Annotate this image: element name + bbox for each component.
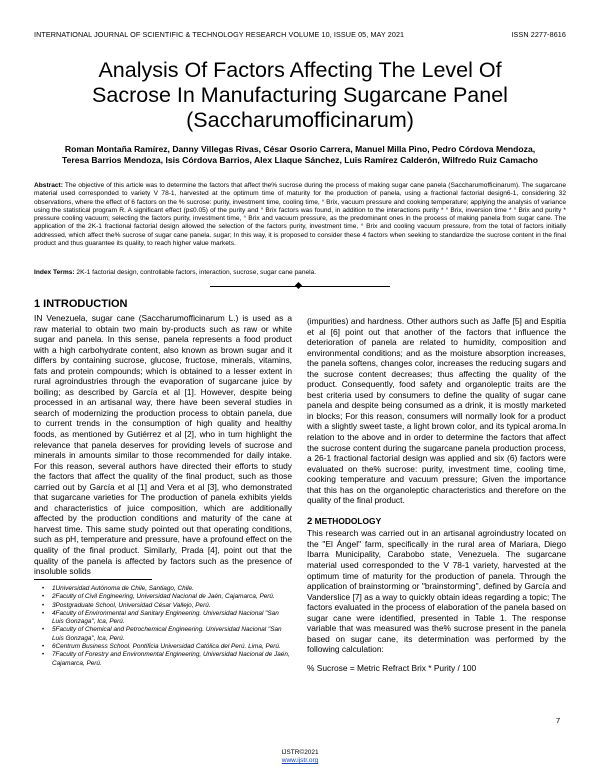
- footnote-text: 3Postgraduate School, Universidad César Vallejo, Perú.: [52, 601, 211, 609]
- methodology-text: This research was carried out in an artisanal agroindustry located on the "El Ángel" farm, specifically in the rural area of Mariara, Diego Ibarra Municipality, Carabobo state, Venezuela. The sugarcane material used corresponded to the V 78-1 variety, harvested at the optimum time of maturity for the production of panela. Through the application of brainstorming or "brainstorming", defined by García and Vanderslice [7] as a way to quickly obtain ideas regarding a topic; The factors evaluated in the process of elaboration of the panela based on sugar cane were identified, presented in Table 1. The response variable that was measured was the% sucrose present in the panela based on sugar cane, its determination was performed by the following calculation:: [307, 528, 566, 655]
- section-divider: [210, 282, 390, 290]
- sucrose-formula: % Sucrose = Metric Refract Brix * Purity / 100: [307, 662, 477, 673]
- title-line: (Saccharumofficinarum): [186, 108, 414, 132]
- abstract: [34, 182, 566, 248]
- page-footer: [0, 749, 600, 765]
- affiliation-footnotes: [34, 579, 292, 668]
- abstract-label: Abstract:: [34, 182, 63, 189]
- abstract-text: The objective of this article was to determine the factors that affect the% sucrose during the process of making sugar cane panela (Saccharumofficinarum). The sugarcane material used corresponded to variety V 78-1, harvested at the optimum time of maturity for the production of panela, using a fractional factorial design6-1, considering 32 observations, where the effect of 6 factors on the % sucrose: purity, investment time, cooling time, ° Brix, vacuum pressure and cooking temperature; applying the analysis of variance using the statistical program R. A significant effect (p≤0.05) of the purity and ° Brix factors was found, in addition to the interactions purity * ° Brix, inversion time * ° Brix and purity * pressure cooling vacuum; selecting the factors purity, investment time, ° Brix and vacuum pressure, as the predominant ones in the process of making panela from sugar cane. The application of the 2K-1 fractional factorial design allowed the selection of the factors purity, investment time, ° Brix and cooling vacuum pressure, from the total of factors initially addressed, which affect the% sucrose of sugar cane panela. sugar; In this way, it is proposed to consider these 4 factors when seeking to standardize the sucrose content in the final product and thus guarantee its quality, to reach higher value markets.: [34, 182, 566, 248]
- footnote-item: [34, 651, 292, 668]
- introduction-heading: 1 INTRODUCTION: [34, 298, 128, 310]
- footnote-text: 7Faculty of Forestry and Environmental Engineering, Universidad Nacional de Jaén, Cajamarca, Perú.: [52, 651, 290, 667]
- right-column: [307, 316, 566, 674]
- bullet-icon: •: [42, 644, 45, 651]
- footnote-text: 5Faculty of Chemical and Petrochemical Engineering. Universidad Nacional "San Luis Gonzaga", Ica, Perú.: [52, 626, 282, 642]
- left-column: [34, 298, 292, 577]
- bullet-icon: •: [42, 652, 45, 659]
- title-line: Sacrose In Manufacturing Sugarcane Panel: [92, 83, 508, 107]
- page-number: 7: [556, 716, 561, 725]
- bullet-icon: •: [42, 602, 45, 609]
- footnote-text: 4Faculty of Environmental and Sanitary Engineering. Universidad Nacional "San Luis Gonzaga", Ica, Perú.: [52, 609, 279, 626]
- footnote-item: [34, 585, 292, 593]
- footnote-item: [34, 602, 292, 610]
- footnote-item: [34, 593, 292, 601]
- bullet-icon: •: [42, 610, 45, 617]
- section-number: 2: [307, 515, 313, 527]
- footnote-item: [34, 610, 292, 627]
- index-terms: [34, 269, 566, 277]
- footnote-rule: [34, 579, 152, 580]
- journal-name: INTERNATIONAL JOURNAL OF SCIENTIFIC & TECHNOLOGY RESEARCH VOLUME 10, ISSUE 05, MAY 2021: [34, 30, 405, 39]
- copyright: IJSTR©2021: [281, 749, 319, 756]
- author-line: Roman Montaña Ramírez, Danny Villegas Rivas, César Osorio Carrera, Manuel Milla Pino, Pedro Córdova Mendoza,: [64, 144, 536, 154]
- index-terms-text: 2K-1 factorial design, controllable factors, interaction, sucrose, sugar cane panela.: [76, 269, 317, 276]
- methodology-heading: [307, 516, 566, 528]
- footnote-text: 1Universidad Autónoma de Chile, Santiago, Chile.: [52, 585, 194, 592]
- bullet-icon: •: [42, 594, 45, 601]
- issn: ISSN 2277-8616: [511, 30, 566, 39]
- introduction-text: IN Venezuela, sugar cane (Saccharumofficinarum L.) is used as a raw material to obtain two main by-products such as raw or white sugar and panela. In this sense, panela represents a food product with a high carbohydrate content, also known as brown sugar and it differs by containing sucrose, glucose, fructose, minerals, vitamins, fats and protein compounds; which is obtained to a lesser extent in rural agroindustries through the evaporation of sugarcane juice by boiling; as described by García et al [1]. However, despite being processed in an artisanal way, there have been several studies in search of modernizing the production process to obtain panela, due to current trends in the consumption of high quality and healthy foods, as mentioned by Gutiérrez et al [2], who in turn highlight the relevance that panela deserves for providing levels of sucrose and minerals in amounts similar to those recommended for daily intake. For this reason, several authors have directed their efforts to study the factors that affect the quality of the final product, such as those carried out by García et al [1] and Vera et al [3], who demonstrated that sugarcane varieties for The production of panela exhibits yields and characteristics of juice composition, which are additionally affected by the production conditions and maturity of the cane at harvest time. This same study pointed out that operating conditions, such as pH, temperature and pressure, have a profound effect on the quality of the final product. Similarly, Prada [4], point out that the quality of the panela is affected by factors such as the presence of insoluble solids: [34, 313, 292, 577]
- footnote-list: [34, 585, 292, 668]
- author-line: Teresa Barrios Mendoza, Isis Córdova Barrios, Alex Llaque Sánchez, Luis Ramírez Calderón, Wilfredo Ruiz Camacho: [61, 155, 539, 165]
- diamond-icon: [295, 282, 302, 289]
- bullet-icon: •: [42, 586, 45, 592]
- author-list: [30, 144, 570, 166]
- footnote-item: [34, 626, 292, 643]
- footnote-text: 6Centrum Business School. Pontificia Universidad Católica del Perú. Lima, Perú.: [52, 643, 281, 651]
- paper-title: [40, 58, 560, 133]
- title-line: Analysis Of Factors Affecting The Level Of: [98, 58, 502, 82]
- methodology-title: METHODOLOGY: [314, 515, 382, 526]
- journal-url-link[interactable]: www.ijstr.org: [281, 757, 319, 764]
- introduction-continued-text: (impurities) and hardness. Other authors such as Jaffe [5] and Espitia et al [6] point out that another of the factors that influence the deterioration of panela are related to humidity, composition and environmental conditions; and as the moisture absorption increases, the panela softens, changes color, increases the reducing sugars and the sucrose content decreases; thus affecting the quality of the product. Consequently, food safety and organoleptic traits are the best criteria used by consumers to define the quality of sugar cane panela and despite being consumed as a drink, it is mostly marketed in blocks; For this reason, consumers will normally look for a product with a slightly sweet taste, a light brown color, and its typical aroma.In relation to the above and in order to determine the factors that affect the sucrose content during the sugarcane panela production process, a 26-1 fractional factorial design was applied and six (6) factors were evaluated on the% sucrose: purity, investment time, cooling time, cooking temperature and vacuum pressure; Given the importance that this has on the organoleptic characteristics and therefore on the quality of the final product.: [307, 316, 566, 506]
- index-terms-label: Index Terms:: [34, 269, 75, 276]
- bullet-icon: •: [42, 627, 45, 634]
- footnote-text: 2Faculty of Civil Engineering, Universidad Nacional de Jaén, Cajamarca, Perú.: [52, 593, 275, 601]
- footnote-item: [34, 643, 292, 651]
